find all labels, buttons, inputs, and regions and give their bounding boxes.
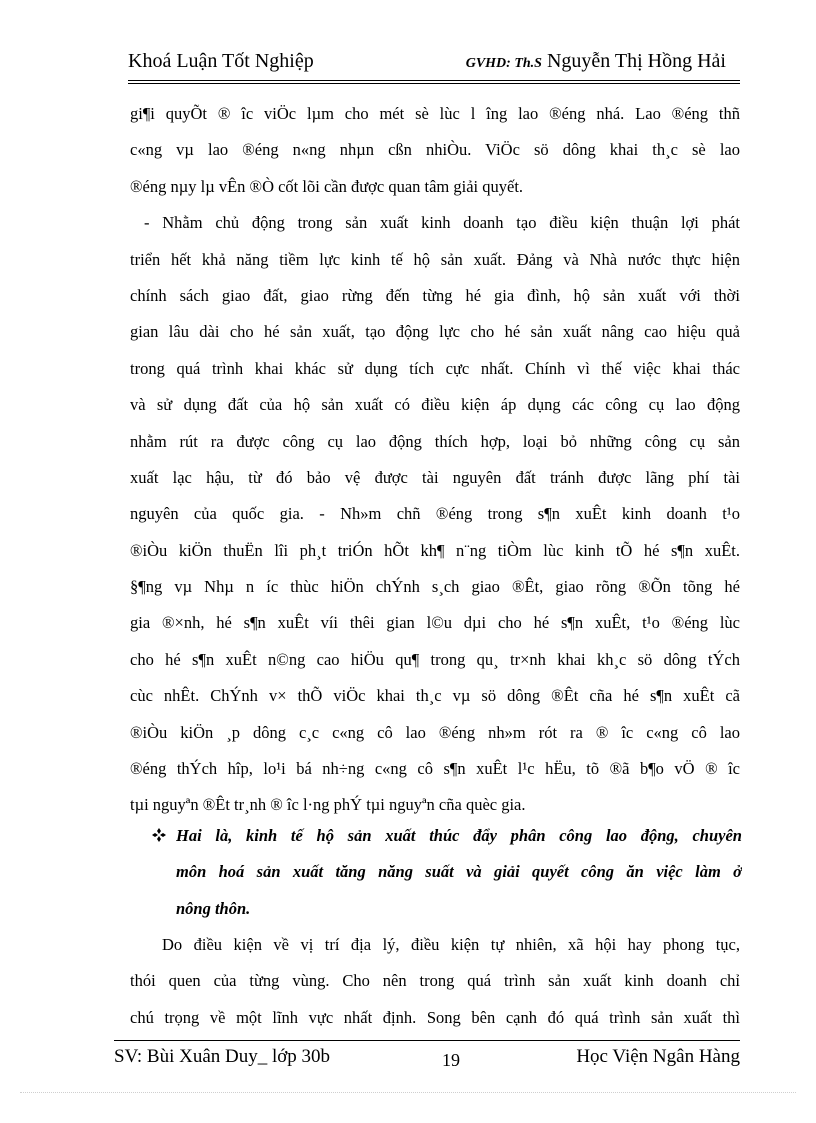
text-line: triển hết khả năng tiềm lực kinh tế hộ sản xuất. Đảng và Nhà nước thực hiện: [130, 249, 740, 269]
text-line: thói quen của từng vùng. Cho nên trong quá trình sản xuất kinh doanh chỉ: [130, 971, 740, 991]
school-name: Học Viện Ngân Hàng: [576, 1046, 740, 1067]
text-line: ®iÒu kiÖn ¸p dông c¸c c«ng cô lao ®éng nh»m rót ra ® îc c«ng cô lao: [130, 722, 740, 742]
advisor-label: GVHD: Th.S: [465, 56, 542, 71]
heading-line: Hai là, kinh tế hộ sản xuất thúc đẩy phân công lao động, chuyên: [176, 826, 742, 845]
text-line: nhằm rút ra được công cụ lao động thích hợp, loại bỏ những công cụ sản: [130, 431, 740, 451]
text-line: ®éng nµy lµ vÊn ®Ò cốt lõi cần được quan tâm giải quyết.: [130, 176, 524, 196]
bullet-heading-text: [176, 818, 742, 927]
text-line: nguyên của quốc gia. - Nh»m chñ ®éng trong s¶n xuÊt kinh doanh t¹o: [130, 504, 740, 524]
thesis-title: Khoá Luận Tốt Nghiệp: [128, 50, 314, 72]
text-line: Do điều kiện về vị trí địa lý, điều kiện tự nhiên, xã hội hay phong tục,: [162, 935, 740, 954]
advisor-info: [466, 50, 726, 73]
text-line: tµi nguyªn ®Êt tr¸nh ® îc l·ng phÝ tµi nguyªn cña quèc gia.: [130, 795, 526, 815]
text-line: xuất lạc hậu, từ đó bảo vệ được tài nguyên đất tránh được lãng phí tài: [130, 467, 740, 487]
page-footer: [114, 1046, 740, 1072]
text-line: chú trọng về một lĩnh vực nhất định. Song bên cạnh đó quá trình sản xuất thì: [130, 1007, 740, 1027]
page-number: 19: [442, 1050, 460, 1070]
text-line: §¶ng vµ Nhµ n íc thùc hiÖn chÝnh s¸ch giao ®Êt, giao rõng ®Õn tõng hé: [130, 577, 740, 597]
page-header: [128, 50, 726, 80]
body-text-bottom: [130, 927, 740, 1036]
text-line: c«ng vµ lao ®éng n«ng nhµn cßn nhiÒu. ViÖc sö dông khai th¸c sè lao: [130, 140, 740, 160]
diamond-bullet-icon: [152, 828, 166, 842]
text-line: gi¶i quyÕt ® îc viÖc lµm cho mét sè lùc l îng lao ®éng nhá. Lao ®éng thñ: [130, 104, 740, 123]
text-line: trong quá trình khai khác sử dụng tích cực nhất. Chính vì thế việc khai thác: [130, 358, 740, 378]
text-line: ®éng thÝch hîp, lo¹i bá nh÷ng c«ng cô s¶n xuÊt l¹c hËu, tõ ®ã b¶o vÖ ® îc: [130, 759, 740, 779]
body-text-top: [130, 96, 740, 824]
text-line: cho hé s¶n xuÊt n©ng cao hiÖu qu¶ trong qu¸ tr×nh khai kh¸c sö dông tÝch: [130, 649, 740, 669]
header-divider-thin: [128, 83, 740, 84]
text-line: - Nhằm chủ động trong sản xuất kinh doanh tạo điều kiện thuận lợi phát: [144, 213, 740, 233]
text-line: gia ®×nh, hé s¶n xuÊt víi thêi gian l©u dµi cho hé s¶n xuÊt, t¹o ®éng lùc: [130, 613, 740, 633]
text-line: ®iÒu kiÖn thuËn lîi ph¸t triÓn hÕt kh¶ n¨ng tiÒm lùc kinh tÕ hé s¶n xuÊt.: [130, 540, 740, 560]
text-line: chính sách giao đất, giao rừng đến từng hé gia đình, hộ sản xuất với thời: [130, 285, 740, 305]
header-divider: [128, 80, 740, 81]
heading-line: môn hoá sản xuất tăng năng suất và giải quyết công ăn việc làm ở: [176, 862, 742, 882]
footer-divider: [114, 1040, 740, 1041]
text-line: gian lâu dài cho hé sản xuất, tạo động lực cho hé sản xuất nâng cao hiệu quả: [130, 322, 740, 342]
text-line: và sử dụng đất của hộ sản xuất có điều kiện áp dụng các công cụ lao động: [130, 395, 740, 415]
advisor-name: Nguyễn Thị Hồng Hải: [546, 50, 726, 72]
page-edge: [20, 1092, 796, 1093]
student-info: SV: Bùi Xuân Duy_ lớp 30b: [114, 1046, 331, 1067]
heading-line: nông thôn.: [176, 898, 251, 918]
text-line: cùc nhÊt. ChÝnh v× thÕ viÖc khai th¸c vµ sö dông ®Êt cña hé s¶n xuÊt cã: [130, 686, 740, 706]
